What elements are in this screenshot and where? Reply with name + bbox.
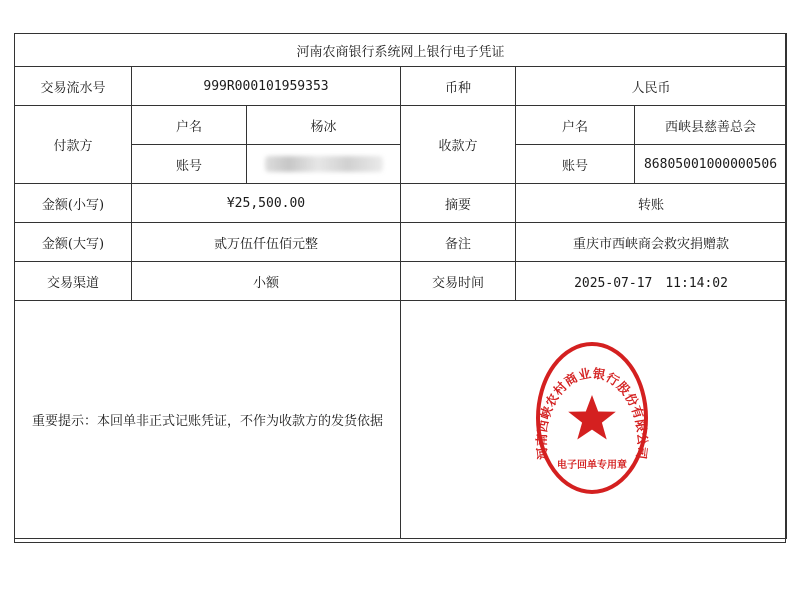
currency-label: 币种 [401,67,516,106]
payee-account-label: 账号 [516,145,635,184]
remark-label: 备注 [401,223,516,262]
payee-account-value: 86805001000000506 [635,145,787,184]
star-icon [568,395,616,440]
payee-label: 收款方 [401,106,516,184]
bank-seal-stamp [533,337,651,499]
payer-label: 付款方 [15,106,132,184]
redacted-account-blur [265,156,383,172]
serial-value: 999R000101959353 [132,67,401,106]
payer-name-label: 户名 [132,106,247,145]
seal-ring-text: 河南西峡农村商业银行股份有限公司 [533,365,651,461]
summary-label: 摘要 [401,184,516,223]
important-notice: 重要提示：本回单非正式记账凭证，不作为收款方的发货依据 [15,301,401,539]
payer-account-value [247,145,401,184]
summary-value: 转账 [516,184,787,223]
payer-name-value: 杨冰 [247,106,401,145]
time-value: 2025-07-17 11:14:02 [516,262,787,301]
channel-value: 小额 [132,262,401,301]
amount-big-label: 金额(大写) [15,223,132,262]
amount-small-value: ¥25,500.00 [132,184,401,223]
payee-name-value: 西峡县慈善总会 [635,106,787,145]
remark-value: 重庆市西峡商会救灾捐赠款 [516,223,787,262]
channel-label: 交易渠道 [15,262,132,301]
receipt-table [14,33,787,539]
currency-value: 人民币 [516,67,787,106]
payee-name-label: 户名 [516,106,635,145]
serial-label: 交易流水号 [15,67,132,106]
amount-small-label: 金额(小写) [15,184,132,223]
receipt [14,33,786,543]
time-label: 交易时间 [401,262,516,301]
seal-bottom-text: 电子回单专用章 [557,460,627,471]
amount-big-value: 贰万伍仟伍佰元整 [132,223,401,262]
payer-account-label: 账号 [132,145,247,184]
receipt-title: 河南农商银行系统网上银行电子凭证 [15,34,787,67]
